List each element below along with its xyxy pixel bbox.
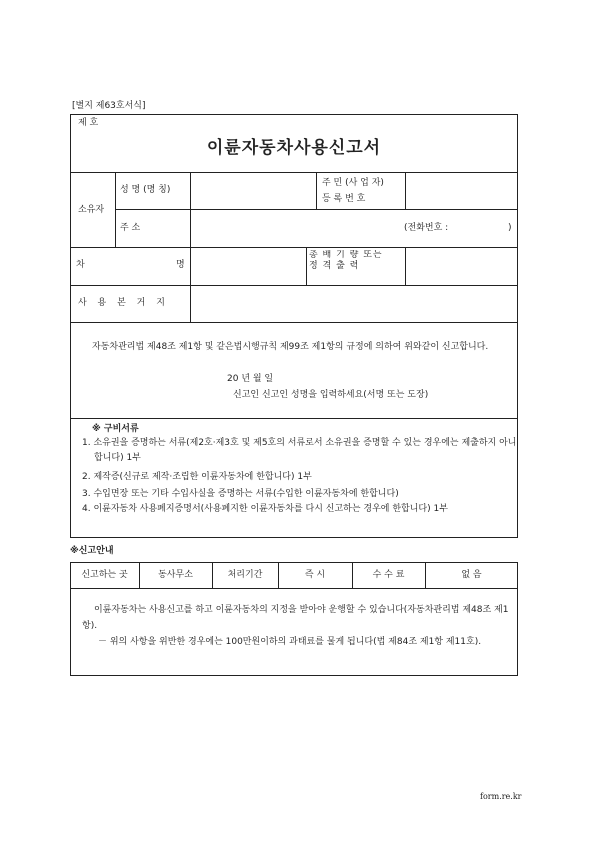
guide-note-sub: － 위의 사항을 위반한 경우에는 100만원이하의 과태료를 물게 됩니다(법 제84조 제1항 제11호). bbox=[98, 637, 482, 647]
address-label: 주 소 bbox=[120, 223, 141, 233]
divider bbox=[70, 418, 518, 419]
documents-heading: ※ 구비서류 bbox=[92, 424, 139, 434]
phone-label: (전화번호 : bbox=[404, 223, 449, 233]
place-label: 신고하는 곳 bbox=[81, 570, 128, 580]
divider bbox=[70, 322, 518, 323]
divider bbox=[70, 588, 518, 589]
name-field[interactable] bbox=[191, 173, 315, 208]
phone-close: ) bbox=[508, 223, 512, 233]
period-label: 처리기간 bbox=[227, 570, 263, 580]
document-item: 3. 수입면장 또는 기타 수입사실을 증명하는 서류(수입한 이륜자동차에 한합니다) bbox=[82, 489, 399, 499]
period-value: 즉 시 bbox=[304, 570, 326, 580]
divider bbox=[306, 247, 307, 285]
divider bbox=[316, 172, 317, 209]
id-number-label: 주 민 (사 업 자) bbox=[322, 178, 384, 188]
garage-field[interactable] bbox=[191, 286, 517, 321]
vehicle-name-label-end: 명 bbox=[176, 260, 185, 270]
divider bbox=[115, 172, 116, 247]
displacement-label: 총 배 기 량 또는 정 격 출 력 bbox=[309, 250, 383, 271]
owner-group-label: 소유자 bbox=[78, 205, 105, 215]
name-label: 성 명 (명 칭) bbox=[120, 185, 171, 195]
id-number-field[interactable] bbox=[406, 173, 517, 208]
form-number-label: [별지 제63호서식] bbox=[72, 101, 146, 111]
id-number-label-2: 등 록 번 호 bbox=[322, 194, 366, 204]
displacement-field[interactable] bbox=[406, 248, 517, 284]
document-item: 2. 제작증(신규로 제작·조립한 이륜자동차에 한합니다) 1부 bbox=[82, 472, 312, 482]
document-item: 1. 소유권을 증명하는 서류(제2호·제3호 및 제5호의 서류로서 소유권을 증명할 수 있는 경우에는 제출하지 아니합니다) 1부 bbox=[82, 438, 517, 463]
fee-value: 없 음 bbox=[461, 570, 482, 580]
declaration-date: 20 년 월 일 bbox=[227, 374, 274, 384]
receipt-number-label: 제 호 bbox=[78, 118, 99, 128]
garage-label: 사 용 본 거 지 bbox=[78, 298, 169, 308]
document-item: 4. 이륜자동차 사용폐지증명서(사용폐지한 이륜자동차를 다시 신고하는 경우에 한합니다) 1부 bbox=[82, 504, 448, 514]
footer-site: form.re.kr bbox=[480, 792, 522, 801]
place-value: 동사무소 bbox=[158, 570, 193, 580]
guide-note: 이륜자동차는 사용신고를 하고 이륜자동차의 지정을 받아야 운행할 수 있습니다(자동차관리법 제48조 제1항). bbox=[82, 605, 509, 631]
declaration-text: 자동차관리법 제48조 제1항 및 같은법시행규칙 제99조 제1항의 규정에 의하여 위와같이 신고합니다. bbox=[92, 342, 489, 352]
fee-label: 수 수 료 bbox=[372, 570, 405, 580]
guide-heading: ※신고안내 bbox=[70, 546, 114, 556]
page-title: 이륜자동차사용신고서 bbox=[206, 138, 382, 158]
vehicle-name-label: 차 bbox=[76, 260, 85, 270]
signer-field[interactable]: 신고인 신고인 성명을 입력하세요(서명 또는 도장) bbox=[233, 390, 429, 400]
address-field[interactable] bbox=[191, 210, 401, 246]
vehicle-name-field[interactable] bbox=[191, 248, 305, 284]
